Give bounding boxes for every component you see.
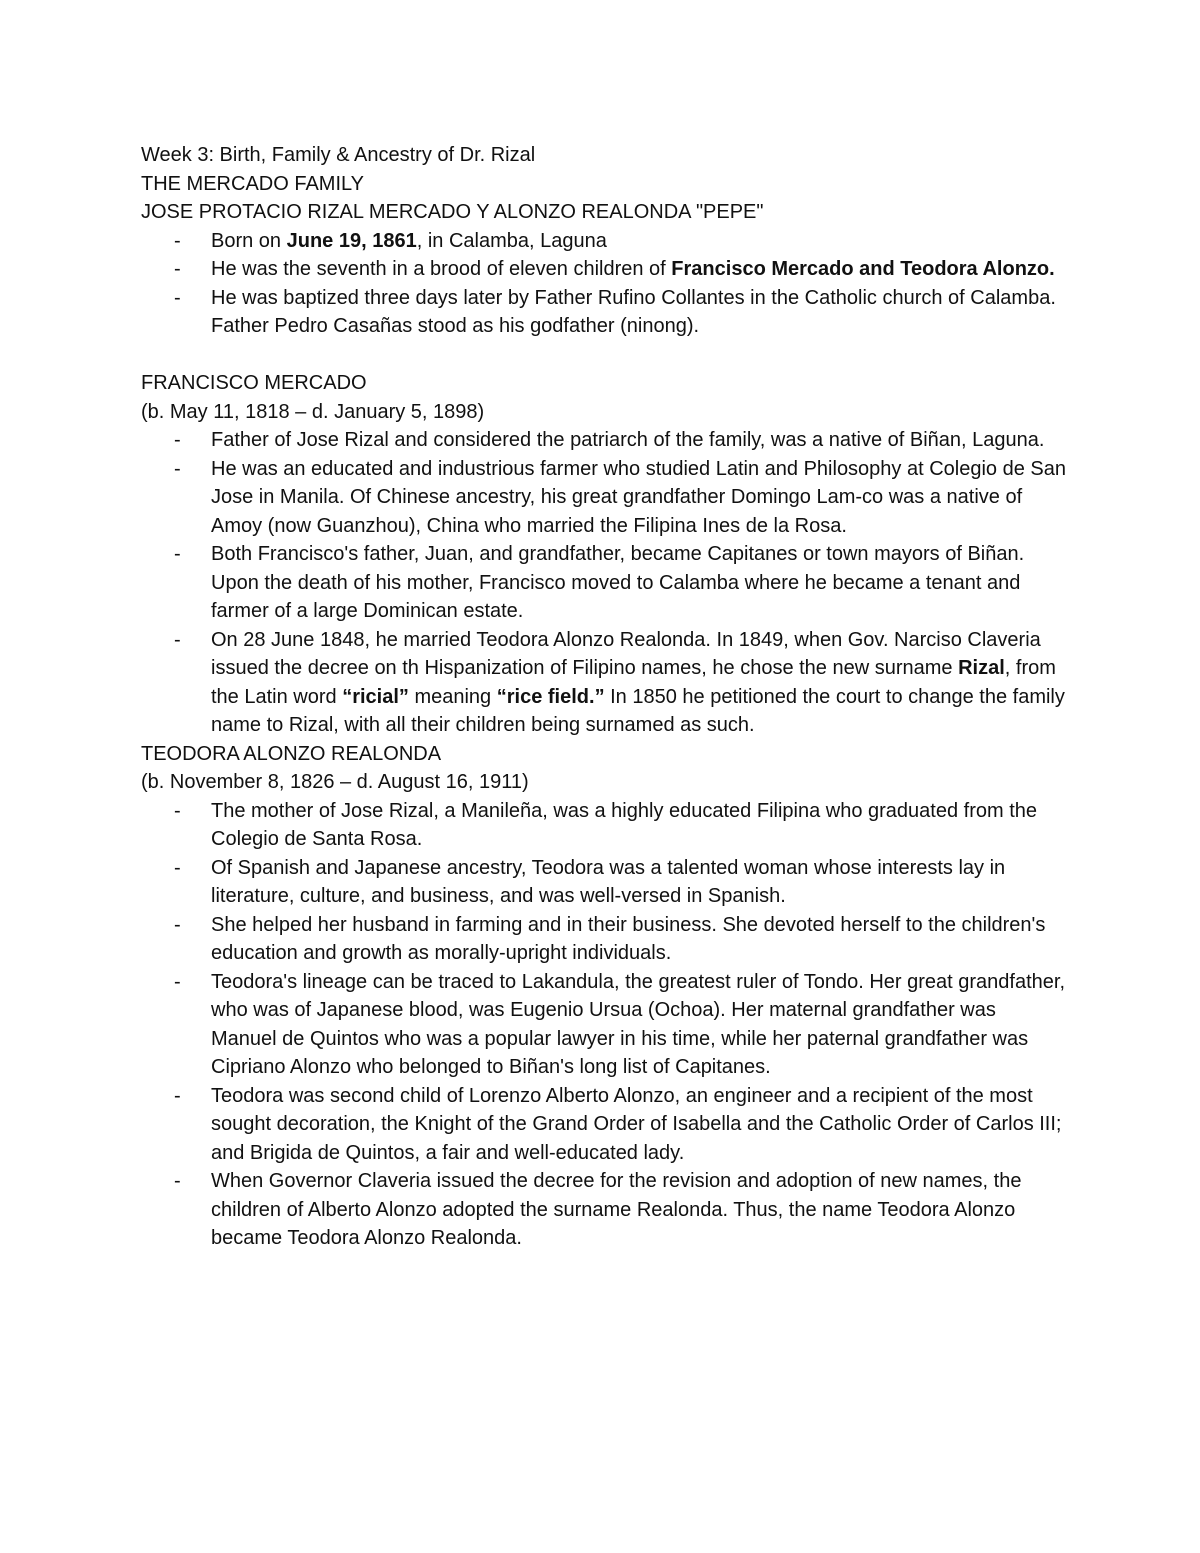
section-heading-teodora: TEODORA ALONZO REALONDA — [141, 742, 442, 765]
list-item: - She helped her husband in farming and in their business. She devoted herself to the children's education and growth as morally-upright individuals. — [141, 911, 1066, 968]
list-item: - Father of Jose Rizal and considered the patriarch of the family, was a native of Biñan, Laguna. — [141, 426, 1066, 455]
list-item: - Teodora was second child of Lorenzo Alberto Alonzo, an engineer and a recipient of the most sought decoration, the Knight of the Grand Order of Isabella and the Catholic Order of Carlos III; and Brigida de Quintos, a fair and well-educated lady. — [141, 1082, 1066, 1168]
surname-rizal: Rizal — [958, 657, 1005, 679]
francisco-dates: (b. May 11, 1818 – d. January 5, 1898) — [141, 400, 485, 423]
section-heading-francisco: FRANCISCO MERCADO — [141, 372, 367, 394]
document-title: Week 3: Birth, Family & Ancestry of Dr. Rizal — [141, 144, 536, 166]
teodora-dates: (b. November 8, 1826 – d. August 16, 1911) — [141, 771, 529, 793]
list-item: - The mother of Jose Rizal, a Manileña, was a highly educated Filipina who graduated from the Colegio de Santa Rosa. — [141, 797, 1066, 854]
list-item: - He was the seventh in a brood of eleven children of Francisco Mercado and Teodora Alonzo. — [141, 255, 1066, 284]
list-item: - Both Francisco's father, Juan, and grandfather, became Capitanes or town mayors of Biñan. Upon the death of his mother, Francisco moved to Calamba where he became a tenant and farmer of a large Dominican estate. — [141, 540, 1066, 626]
parents-names: Francisco Mercado and Teodora Alonzo. — [671, 258, 1055, 280]
list-item: - Teodora's lineage can be traced to Lakandula, the greatest ruler of Tondo. Her great grandfather, who was of Japanese blood, was Eugenio Ursua (Ochoa). Her maternal grandfather was Manuel de Quintos who was a popular lawyer in his time, while her paternal grandfather was Cipriano Alonzo who belonged to Biñan's long list of Capitanes. — [141, 968, 1066, 1082]
birth-date: June 19, 1861 — [286, 229, 417, 252]
section-heading-jose: JOSE PROTACIO RIZAL MERCADO Y ALONZO REALONDA "PEPE" — [141, 201, 764, 223]
list-item: - On 28 June 1848, he married Teodora Alonzo Realonda. In 1849, when Gov. Narciso Claveria issued the decree on th Hispanization of Filipino names, he chose the new surname Rizal, from the Latin word “ricial” meaning “rice field.” In 1850 he petitioned the court to change the family name to Rizal, with all their children being surnamed as such. — [141, 626, 1066, 740]
list-item: - Of Spanish and Japanese ancestry, Teodora was a talented woman whose interests lay in literature, culture, and business, and was well-versed in Spanish. — [141, 854, 1066, 911]
list-item: - He was baptized three days later by Father Rufino Collantes in the Catholic church of Calamba. Father Pedro Casañas stood as his godfather (ninong). — [141, 284, 1066, 341]
spacer — [141, 341, 1066, 370]
section-heading-mercado-family: THE MERCADO FAMILY — [141, 172, 364, 195]
teodora-bullet-list — [141, 797, 1066, 1253]
document-body — [141, 141, 1066, 1253]
list-item: - Born on June 19, 1861, in Calamba, Laguna — [141, 227, 1066, 256]
jose-bullet-list — [141, 227, 1066, 341]
latin-word: “ricial” — [342, 685, 409, 708]
word-meaning: “rice field.” — [496, 685, 605, 708]
list-item: - When Governor Claveria issued the decree for the revision and adoption of new names, the children of Alberto Alonzo adopted the surname Realonda. Thus, the name Teodora Alonzo became Teodora Alonzo Realonda. — [141, 1167, 1066, 1253]
list-item: - He was an educated and industrious farmer who studied Latin and Philosophy at Colegio de San Jose in Manila. Of Chinese ancestry, his great grandfather Domingo Lam-co was a native of Amoy (now Guanzhou), China who married the Filipina Ines de la Rosa. — [141, 455, 1066, 541]
francisco-bullet-list — [141, 426, 1066, 740]
